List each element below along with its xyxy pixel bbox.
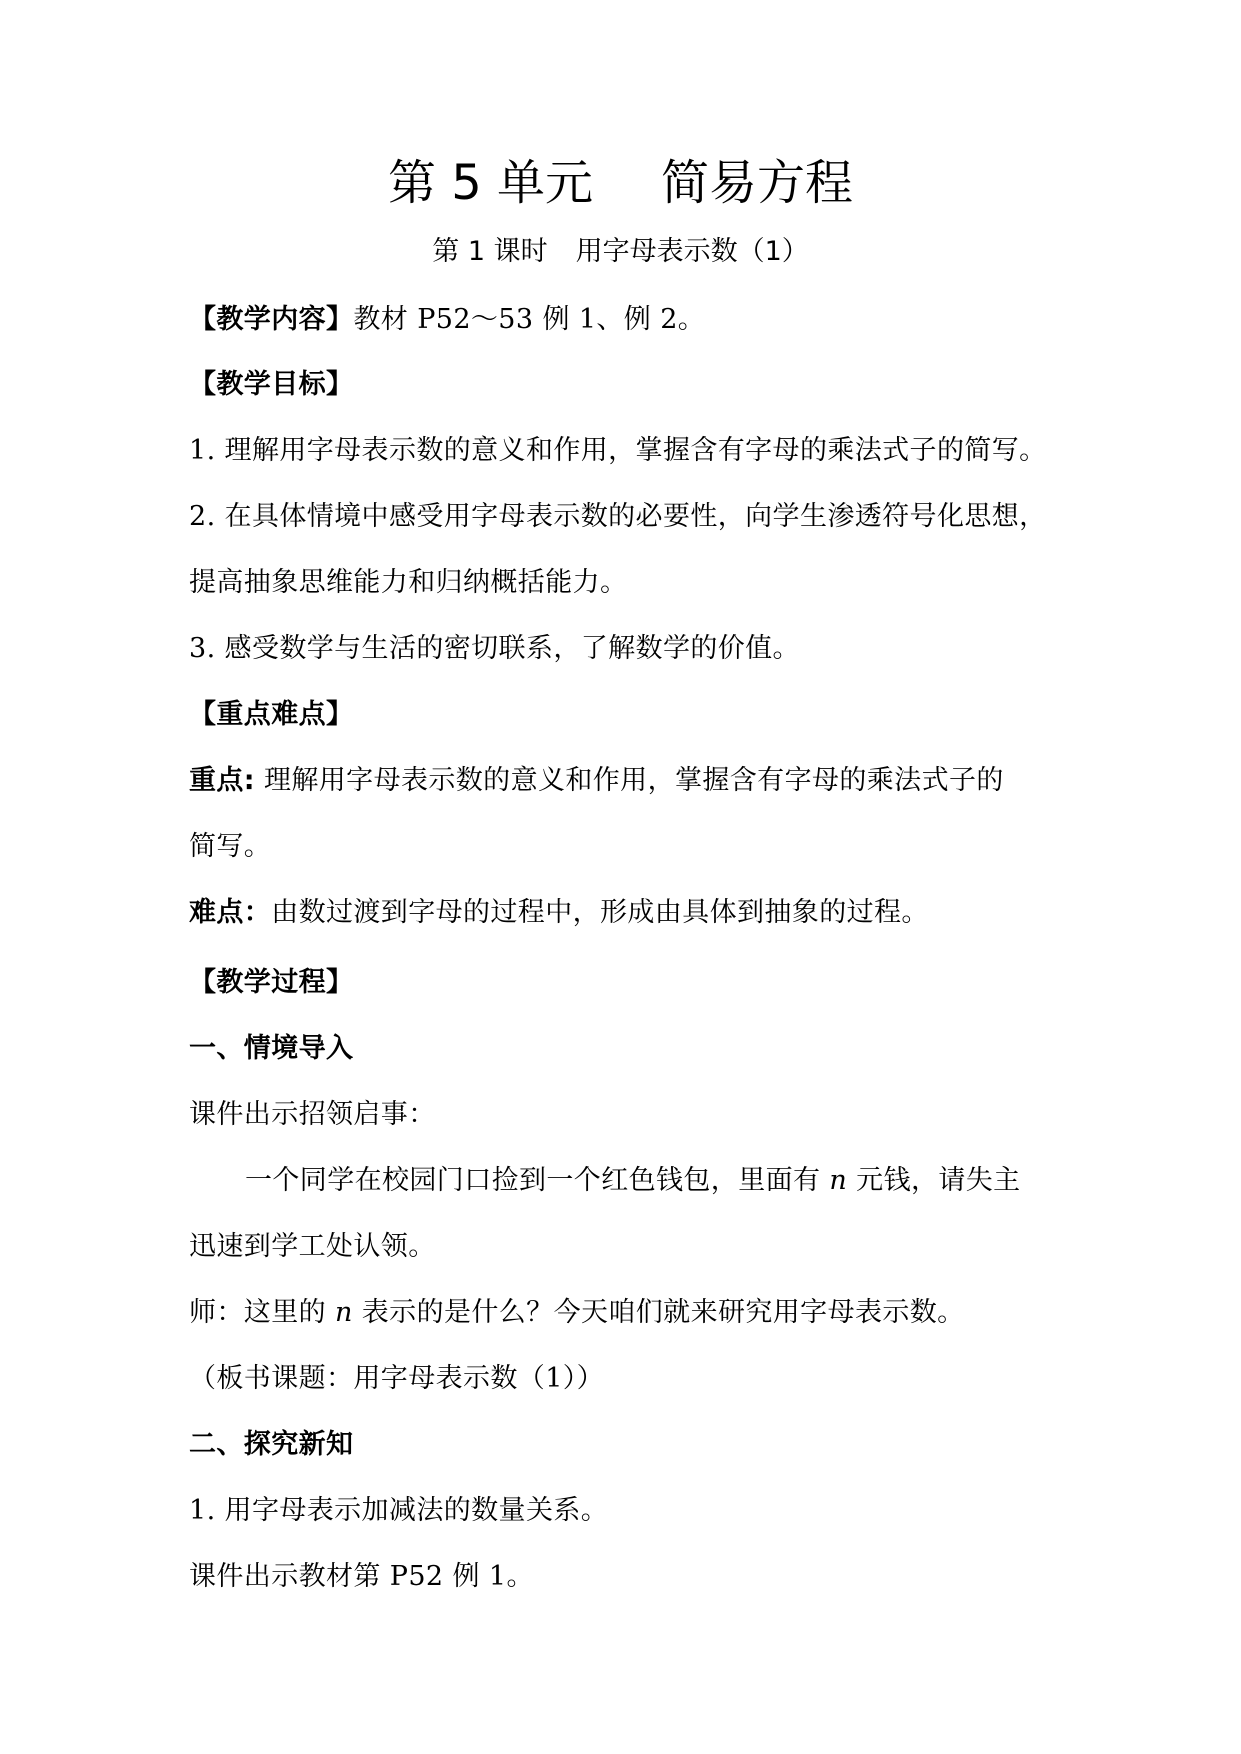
section-2-heading: 二、探究新知: [189, 1429, 354, 1460]
teacher-question-variable: n: [334, 1297, 353, 1328]
teacher-question-part-a: 师：这里的: [189, 1297, 335, 1328]
notice-variable: n: [829, 1165, 848, 1196]
key-point-line-2: 简写。: [189, 831, 272, 862]
difficulty-text: 由数过渡到字母的过程中，形成由具体到抽象的过程。: [271, 897, 929, 928]
objective-2-line-2: 提高抽象思维能力和归纳概括能力。: [189, 567, 628, 598]
process-heading: 【教学过程】: [189, 967, 354, 998]
notice-text: [189, 1161, 1125, 1201]
notice-text-part-b: 元钱，请失主: [847, 1165, 1021, 1196]
section-1-line-1: 课件出示招领启事：: [189, 1099, 436, 1130]
unit-name: 简易方程: [661, 155, 854, 211]
objective-2-line-1: 2. 在具体情境中感受用字母表示数的必要性，向学生渗透符号化思想，: [189, 501, 1047, 532]
objective-1: 1. 理解用字母表示数的意义和作用，掌握含有字母的乘法式子的简写。: [189, 435, 1047, 466]
teaching-content-label: 【教学内容】: [189, 304, 354, 335]
objectives-heading: 【教学目标】: [189, 369, 354, 400]
teaching-content-text: 教材 P52～53 例 1、例 2。: [353, 304, 706, 335]
key-point-text: 理解用字母表示数的意义和作用，掌握含有字母的乘法式子的: [255, 765, 1004, 796]
key-point: [189, 761, 1069, 801]
page-title: [0, 150, 1241, 216]
board-title: （板书课题：用字母表示数（1））: [189, 1363, 605, 1394]
section-1-heading: 一、情境导入: [189, 1033, 354, 1064]
key-points-heading: 【重点难点】: [189, 699, 354, 730]
section-2-line-2: 课件出示教材第 P52 例 1。: [189, 1561, 534, 1592]
lesson-number: 第 1 课时: [432, 236, 548, 267]
objective-3: 3. 感受数学与生活的密切联系，了解数学的价值。: [189, 633, 800, 664]
teacher-question-part-b: 表示的是什么？今天咱们就来研究用字母表示数。: [352, 1297, 965, 1328]
unit-number: 第 5 单元: [387, 155, 594, 211]
difficulty-label: 难点：: [189, 897, 272, 928]
notice-text-line-2: 迅速到学工处认领。: [189, 1231, 436, 1262]
difficulty: [189, 893, 1069, 933]
lesson-subtitle: [0, 232, 1241, 272]
section-2-item-1: 1. 用字母表示加减法的数量关系。: [189, 1495, 609, 1526]
notice-text-part-a: 一个同学在校园门口捡到一个红色钱包，里面有: [245, 1165, 830, 1196]
teacher-question: [189, 1293, 1069, 1333]
teaching-content: [189, 300, 1069, 340]
lesson-name: 用字母表示数（1）: [575, 236, 809, 267]
key-point-label: 重点:: [189, 765, 255, 796]
